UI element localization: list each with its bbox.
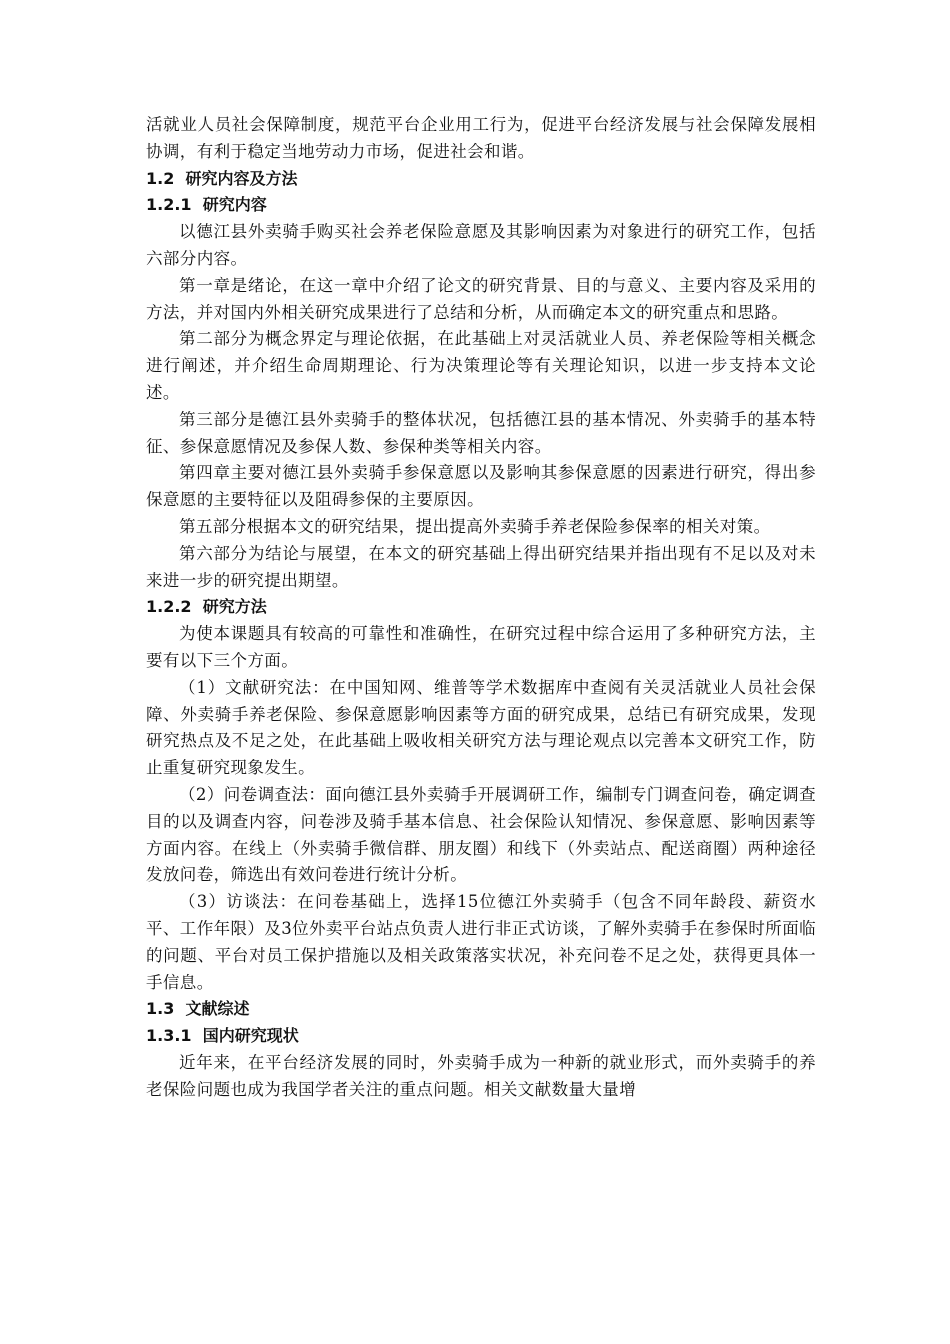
paragraph-chapter-one: 第一章是绪论，在这一章中介绍了论文的研究背景、目的与意义、主要内容及采用的方法，并对国内外相关研究成果进行了总结和分析，从而确定本文的研究重点和思路。 (146, 275, 816, 322)
subsection-heading-1-3-1: 1.3.1 国内研究现状 (146, 1026, 299, 1046)
subsection-heading-1-2-1: 1.2.1 研究内容 (146, 195, 267, 215)
paragraph-intro-continuation: 活就业人员社会保障制度，规范平台企业用工行为，促进平台经济发展与社会保障发展相协调，有利于稳定当地劳动力市场，促进社会和谐。 (146, 115, 816, 161)
paragraph-part-six: 第六部分为结论与展望，在本文的研究基础上得出研究结果并指出现有不足以及对未来进一步的研究提出期望。 (146, 543, 816, 590)
subsection-heading-1-2-2: 1.2.2 研究方法 (146, 597, 267, 617)
paragraph-method-questionnaire: （2）问卷调查法：面向德江县外卖骑手开展调研工作，编制专门调查问卷，确定调查目的以及调查内容，问卷涉及骑手基本信息、社会保险认知情况、参保意愿、影响因素等方面内容。在线上（外卖骑手微信群、朋友圈）和线下（外卖站点、配送商圈）两种途径发放问卷，筛选出有效问卷进行统计分析。 (146, 784, 816, 885)
section-heading-1-3: 1.3 文献综述 (146, 999, 250, 1019)
document-page (146, 112, 816, 1103)
paragraph-part-two: 第二部分为概念界定与理论依据，在此基础上对灵活就业人员、养老保险等相关概念进行阐述，并介绍生命周期理论、行为决策理论等有关理论知识，以进一步支持本文论述。 (146, 329, 816, 402)
paragraph-part-three: 第三部分是德江县外卖骑手的整体状况，包括德江县的基本情况、外卖骑手的基本特征、参保意愿情况及参保人数、参保种类等相关内容。 (146, 409, 816, 456)
paragraph-chapter-four: 第四章主要对德江县外卖骑手参保意愿以及影响其参保意愿的因素进行研究，得出参保意愿的主要特征以及阻碍参保的主要原因。 (146, 463, 816, 510)
paragraph-method-literature: （1）文献研究法：在中国知网、维普等学术数据库中查阅有关灵活就业人员社会保障、外卖骑手养老保险、参保意愿影响因素等方面的研究成果，总结已有研究成果，发现研究热点及不足之处，在此基础上吸收相关研究方法与理论观点以完善本文研究工作，防止重复研究现象发生。 (146, 677, 816, 778)
paragraph-part-five: 第五部分根据本文的研究结果，提出提高外卖骑手养老保险参保率的相关对策。 (179, 516, 771, 536)
paragraph-methods-intro: 为使本课题具有较高的可靠性和准确性，在研究过程中综合运用了多种研究方法，主要有以下三个方面。 (146, 624, 816, 670)
paragraph-domestic-research: 近年来，在平台经济发展的同时，外卖骑手成为一种新的就业形式，而外卖骑手的养老保险问题也成为我国学者关注的重点问题。相关文献数量大量增 (146, 1052, 816, 1099)
paragraph-research-object: 以德江县外卖骑手购买社会养老保险意愿及其影响因素为对象进行的研究工作，包括六部分内容。 (146, 222, 816, 268)
paragraph-method-interview: （3）访谈法：在问卷基础上，选择15位德江外卖骑手（包含不同年龄段、薪资水平、工作年限）及3位外卖平台站点负责人进行非正式访谈，了解外卖骑手在参保时所面临的问题、平台对员工保护措施以及相关政策落实状况，补充问卷不足之处，获得更具体一手信息。 (146, 892, 816, 992)
section-heading-1-2: 1.2 研究内容及方法 (146, 168, 298, 188)
